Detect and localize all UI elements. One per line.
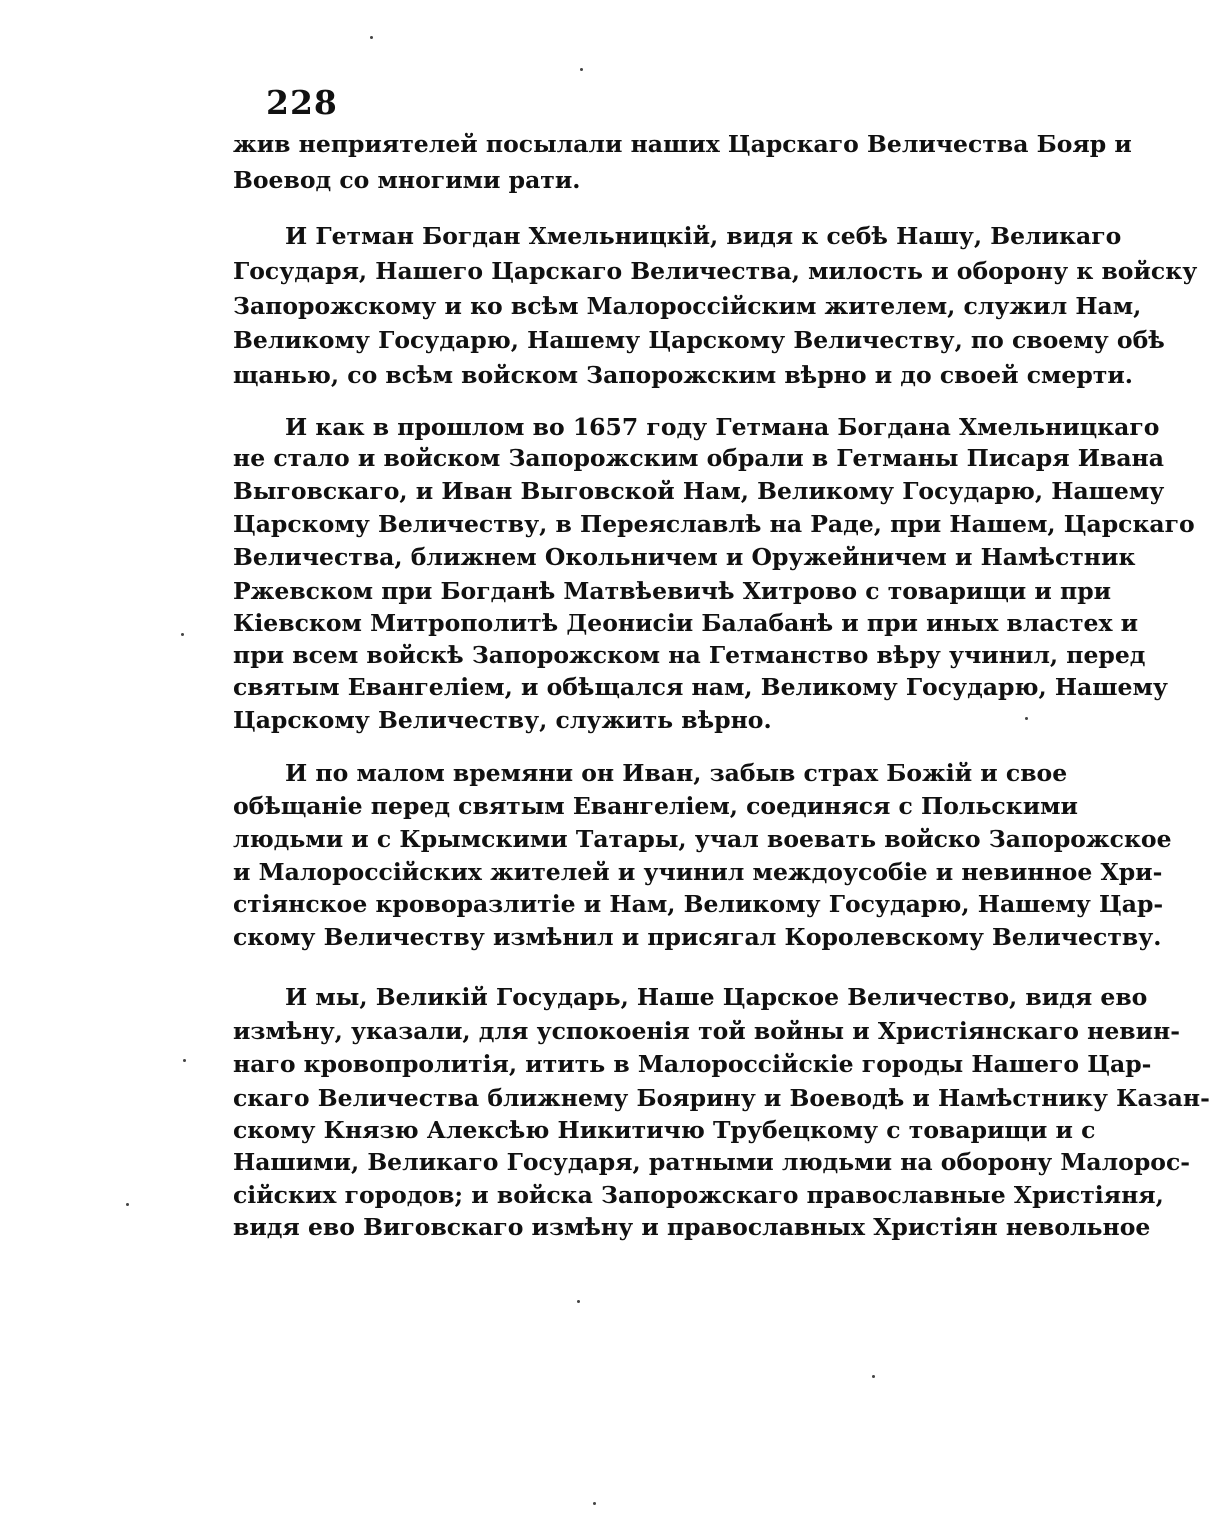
text-line: скому Величеству измѣнил и присягал Королевскому Величеству. <box>233 923 1162 951</box>
text-line: И по малом времяни он Иван, забыв страх Божій и свое <box>285 759 1068 787</box>
text-line: И мы, Великій Государь, Наше Царское Величество, видя ево <box>285 983 1148 1011</box>
text-line: при всем войскѣ Запорожском на Гетманство вѣру учинил, перед <box>233 641 1146 669</box>
text-line: Выговскаго, и Иван Выговской Нам, Великому Государю, Нашему <box>233 477 1165 505</box>
text-line: Воевод со многими рати. <box>233 166 581 194</box>
text-line: измѣну, указали, для успокоенія той войны и Христіянскаго невин- <box>233 1017 1180 1045</box>
text-line: видя ево Виговскаго измѣну и православных Христіян невольное <box>233 1213 1151 1241</box>
page-number: 228 <box>266 83 338 122</box>
scan-speck <box>577 1300 580 1303</box>
text-line: наго кровопролитія, итить в Малороссійскіе городы Нашего Цар- <box>233 1050 1152 1078</box>
text-line: скому Князю Алексѣю Никитичю Трубецкому с товарищи и с <box>233 1116 1096 1144</box>
text-line: не стало и войском Запорожским обрали в Гетманы Писаря Ивана <box>233 444 1164 472</box>
text-line: Нашими, Великаго Государя, ратными людьми на оборону Малорос- <box>233 1148 1191 1176</box>
text-line: людьми и с Крымскими Татары, учал воевать войско Запорожское <box>233 825 1172 853</box>
text-line: Великому Государю, Нашему Царскому Величеству, по своему обѣ <box>233 326 1165 354</box>
text-line: святым Евангеліем, и обѣщался нам, Великому Государю, Нашему <box>233 673 1168 701</box>
text-line: жив неприятелей посылали наших Царскаго Величества Бояр и <box>233 130 1132 158</box>
text-line: Царскому Величеству, в Переяславлѣ на Раде, при Нашем, Царскаго <box>233 510 1195 538</box>
text-line: И как в прошлом во 1657 году Гетмана Богдана Хмельницкаго <box>285 413 1160 441</box>
text-line: и Малороссійских жителей и учинил междоусобіе и невинное Хри- <box>233 858 1163 886</box>
text-line: Царскому Величеству, служить вѣрно. <box>233 706 772 734</box>
text-line: И Гетман Богдан Хмельницкій, видя к себѣ Нашу, Великаго <box>285 222 1122 250</box>
scan-speck <box>370 36 373 39</box>
text-line: сійских городов; и войска Запорожскаго православные Христіяня, <box>233 1181 1164 1209</box>
scan-speck <box>1025 717 1028 720</box>
scan-speck <box>593 1502 596 1505</box>
scan-speck <box>872 1375 875 1378</box>
text-line: щанью, со всѣм войском Запорожским вѣрно и до своей смерти. <box>233 361 1133 389</box>
text-line: Запорожскому и ко всѣм Малороссійским жителем, служил Нам, <box>233 292 1142 320</box>
scan-speck <box>580 68 583 71</box>
text-line: обѣщаніе перед святым Евангеліем, соединяся с Польскими <box>233 792 1078 820</box>
scan-speck <box>126 1203 129 1206</box>
scan-speck <box>181 633 184 636</box>
scan-speck <box>183 1059 186 1062</box>
text-line: Кіевском Митрополитѣ Деонисіи Балабанѣ и при иных властех и <box>233 609 1139 637</box>
text-line: стіянское кроворазлитіе и Нам, Великому Государю, Нашему Цар- <box>233 890 1164 918</box>
text-line: Государя, Нашего Царскаго Величества, милость и оборону к войску <box>233 257 1198 285</box>
text-line: Величества, ближнем Окольничем и Оружейничем и Намѣстник <box>233 543 1136 571</box>
text-line: скаго Величества ближнему Боярину и Воеводѣ и Намѣстнику Казан- <box>233 1084 1210 1112</box>
text-line: Ржевском при Богданѣ Матвѣевичѣ Хитрово с товарищи и при <box>233 577 1112 605</box>
